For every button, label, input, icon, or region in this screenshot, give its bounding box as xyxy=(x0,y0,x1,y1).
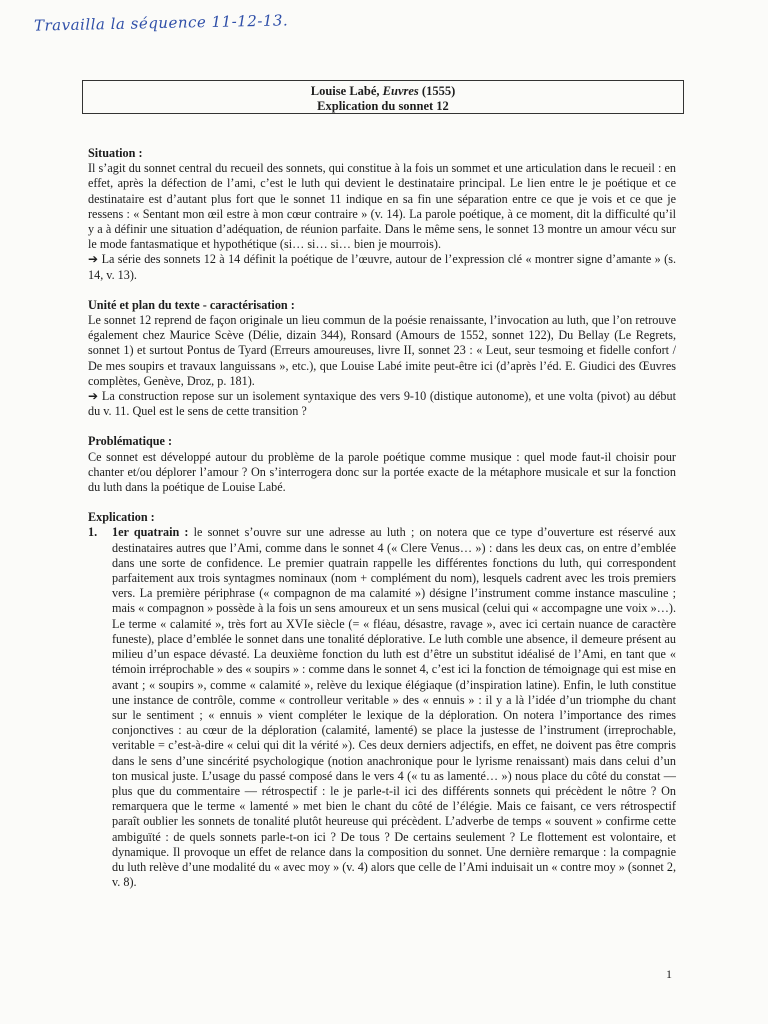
section-title-situation: Situation : xyxy=(88,146,143,160)
situation-arrow-note: ➔ La série des sonnets 12 à 14 définit la poétique de l’œuvre, autour de l’expression clé « montrer signe d’amante » (s. 14, v. 13). xyxy=(88,252,676,282)
header-line-2: Explication du sonnet 12 xyxy=(317,99,449,113)
section-title-unite: Unité et plan du texte - caractérisation : xyxy=(88,297,295,312)
document-body xyxy=(88,146,676,890)
situation-paragraph: Il s’agit du sonnet central du recueil des sonnets, qui constitue à la fois un sommet et une articulation dans le recueil : en effet, après la défection de l’ami, c’est le luth qui devient le destinataire principal. Le lien entre le je poétique et ce destinataire est d’autant plus fort que le sonnet 11 indique en sa fin une séparation entre ce que je vois et ce que je ressens : « Sentant mon œil estre à mon cœur contraire » (v. 14). La parole poétique, à ce moment, dit la difficulté qu’il y a à définir une situation d’adéquation, de réunion parfaite. Dans le même sens, le sonnet 13 montre un amour vécu sur le mode fantasmatique et hypothétique (si… si… si… bien je mourrois). xyxy=(88,161,676,252)
work-year: (1555) xyxy=(418,84,456,98)
unite-paragraph: Le sonnet 12 reprend de façon originale un lieu commun de la poésie renaissante, l’invocation au luth, que l’on retrouve également chez Maurice Scève (Délie, dizain 344), Ronsard (Amours de 1552, sonnet 122), Du Bellay (Le Regrets, sonnet 1) et surtout Pontus de Tyard (Erreurs amoureuses, livre II, sonnet 23 : « Leut, seur tesmoing et fidelle confort / De mes soupirs et travaux languissans », etc.), que Louise Labé imite peut-être ici (d’après l’éd. E. Giudici des Œuvres complètes, Genève, Droz, p. 181). xyxy=(88,313,676,388)
unite-arrow-note: ➔ La construction repose sur un isolement syntaxique des vers 9-10 (distique autonome), et une volta (pivot) au début du v. 11. Quel est le sens de cette transition ? xyxy=(88,389,676,419)
explication-paragraph xyxy=(112,525,676,890)
section-title-problematique: Problématique : xyxy=(88,434,173,449)
problematique-paragraph: Ce sonnet est développé autour du problème de la parole poétique comme musique : quel mode faut-il choisir pour chanter et/ou déplorer l’amour ? On s’interrogera donc sur la portée exacte de la métaphore musicale et sur la fonction du luth dans la poétique de Louise Labé. xyxy=(88,449,676,495)
author-name: Louise Labé, xyxy=(310,84,383,98)
item-number: 1. xyxy=(88,525,98,540)
explication-item-1 xyxy=(88,525,676,890)
header-line-1 xyxy=(83,84,683,99)
work-title: Euvres xyxy=(382,84,419,98)
section-title-explication: Explication : xyxy=(88,510,155,525)
page-number: 1 xyxy=(666,967,672,981)
explication-text: le sonnet s’ouvre sur une adresse au luth ; on notera que ce type d’ouverture est réservé aux destinataires autres que l’Ami, comme dans le sonnet 4 (« Clere Venus… ») : dans les deux cas, on entre d’emblée dans une sorte de confidence. Le premier quatrain rappelle les différentes fonctions du luth, qui correspondent parfaitement aux trois syntagmes nominaux (nom + complément du nom), lesquels cadrent avec les trois premiers vers. La première périphrase (« compagnon de ma calamité ») désigne l’instrument comme instance masculine ; mais « compagnon » possède à la fois un sens amoureux et un sens musical (celui qui « accompagne une voix »…). Le terme « calamité », très fort au XVIe siècle (= « fléau, désastre, ravage », avec ici certain nuance de caractère funeste), place d’emblée le sonnet dans une tonalité déplorative. Le luth comble une absence, il demeure présent au milieu d’un espace dévasté. La deuxième fonction du luth est d’être un substitut idéalisé de l’Ami, en tant que « témoin irréprochable » des « soupirs » : comme dans le sonnet 4, c’est ici la fonction de témoignage qui est mise en avant ; « soupirs », comme « calamité », relève du lexique élégiaque (d’inspiration latine). Enfin, le luth constitue une instance de contrôle, comme « controlleur veritable » des « ennuis » : il y a là l’idée d’un triomphe du chant sur le sentiment ; « ennuis » vient compléter le lexique de la déploration. On notera l’importance des rimes conjonctives : au cœur de la déploration (calamité, lamenté) se place la justesse de l’instrument (irreprochable, veritable = c’est-à-dire « celui qui dit la vérité »). Ces deux derniers adjectifs, en effet, ne doivent pas être compris dans le sens d’une sincérité psychologique (notion anachronique pour le lyrisme renaissant) mais dans celui d’un ton musical juste. L’usage du passé composé dans le vers 4 (« tu as lamenté… ») nous place du côté du constat — plus que du commentaire — rétrospectif : le je parle-t-il ici des différents sonnets qui précèdent le nôtre ? On remarquera que le terme « lamenté » met bien le chant du côté de l’élégie. Mais ce faisant, ce vers rétrospectif paraît oublier les sonnets de tonalité plutôt heureuse qui précèdent. L’adverbe de temps « souvent » confirme cette ambiguïté : de quels sonnets parle-t-on ici ? De tous ? De certains seulement ? Le flottement est volontaire, et dynamique. Il provoque un effet de relance dans la composition du sonnet. Une dernière remarque : la compagnie du luth relève d’une modalité du « avec moy » (v. 4) alors que celle de l’Ami induisait un « contre moy » (sonnet 2, v. 8). xyxy=(112,525,677,890)
handwritten-note: Travailla la séquence 11-12-13. xyxy=(33,11,289,35)
document-header xyxy=(82,80,684,114)
item-heading: 1er quatrain : xyxy=(112,525,189,540)
